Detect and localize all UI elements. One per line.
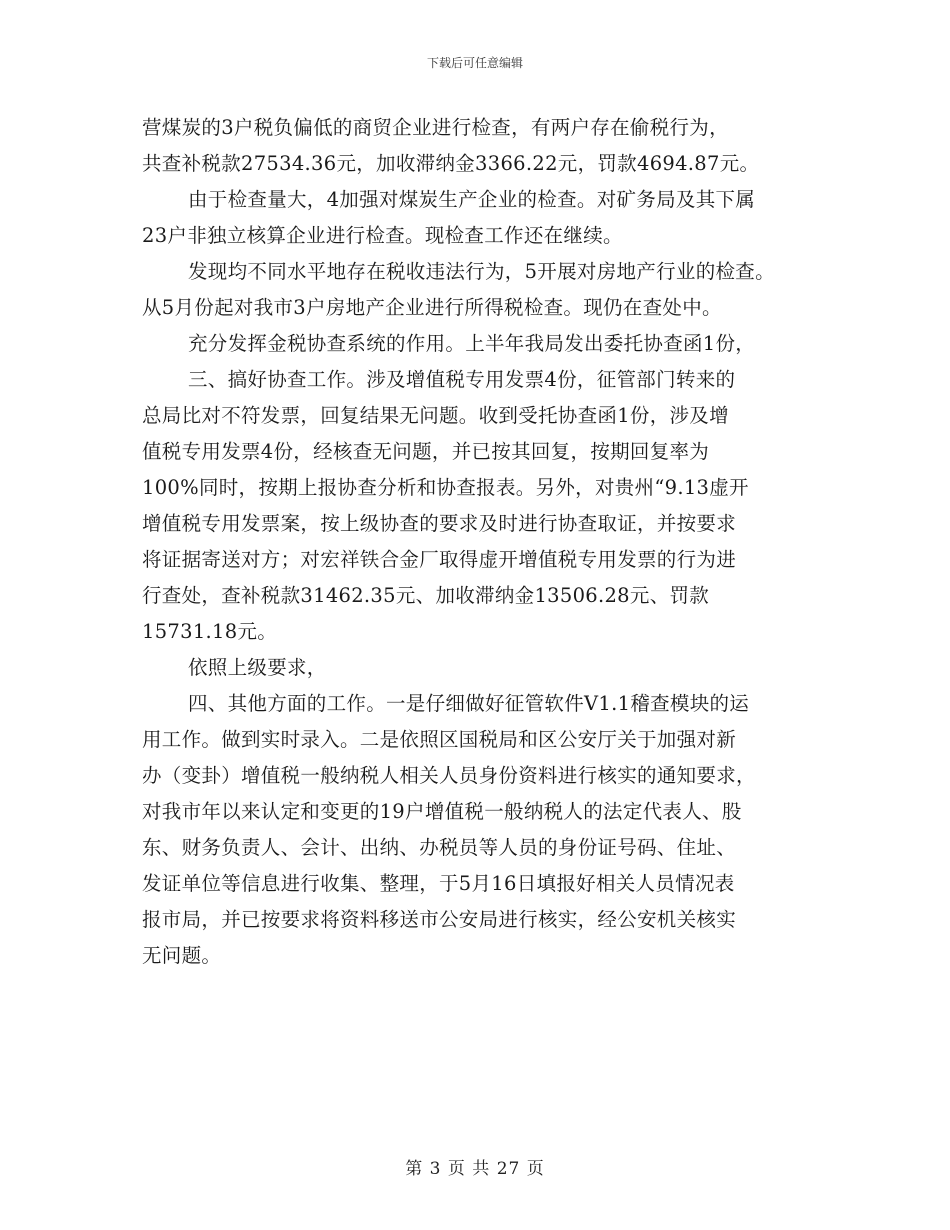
text-line: 充分发挥金税协查系统的作用。上半年我局发出委托协查函1份，: [188, 332, 756, 355]
text-line: 增值税专用发票案，按上级协查的要求及时进行协查取证，并按要求: [142, 512, 737, 535]
text-line: 对我市年以来认定和变更的19户增值税一般纳税人的法定代表人、股: [142, 800, 742, 823]
text-line: 东、财务负责人、会计、出纳、办税员等人员的身份证号码、住址、: [142, 836, 737, 859]
text-line: 依照上级要求，: [188, 656, 327, 679]
text-line: 发现均不同水平地存在税收违法行为，5开展对房地产行业的检查。: [188, 260, 775, 283]
page-footer: 第 3 页 共 27 页: [405, 1159, 545, 1179]
text-line: 100%同时，按期上报协查分析和协查报表。另外，对贵州“9.13虚开: [142, 476, 749, 499]
text-line: 用工作。做到实时录入。二是依照区国税局和区公安厅关于加强对新: [142, 728, 737, 751]
text-line: 无问题。: [142, 944, 222, 967]
text-line: 从5月份起对我市3户房地产企业进行所得税检查。现仍在查处中。: [142, 296, 722, 319]
text-line: 由于检查量大，4加强对煤炭生产企业的检查。对矿务局及其下属: [188, 188, 756, 211]
text-line: 发证单位等信息进行收集、整理，于5月16日填报好相关人员情况表: [142, 872, 735, 895]
text-line: 三、搞好协查工作。涉及增值税专用发票4份，征管部门转来的: [188, 368, 736, 391]
text-line: 营煤炭的3户税负偏低的商贸企业进行检查，有两户存在偷税行为，: [142, 116, 729, 139]
text-line: 将证据寄送对方；对宏祥铁合金厂取得虚开增值税专用发票的行为进: [142, 548, 737, 571]
text-line: 总局比对不符发票，回复结果无问题。收到受托协查函1份，涉及增: [142, 404, 729, 427]
text-line: 行查处，查补税款31462.35元、加收滞纳金13506.28元、罚款: [142, 584, 710, 607]
text-line: 四、其他方面的工作。一是仔细做好征管软件V1.1稽查模块的运: [188, 692, 750, 715]
text-line: 办（变卦）增值税一般纳税人相关人员身份资料进行核实的通知要求，: [142, 764, 756, 787]
document-body: [142, 110, 822, 974]
text-line: 15731.18元。: [142, 620, 278, 643]
text-line: 值税专用发票4份，经核查无问题，并已按其回复，按期回复率为: [142, 440, 710, 463]
text-line: 23户非独立核算企业进行检查。现检查工作还在继续。: [142, 224, 623, 247]
text-line: 共查补税款27534.36元，加收滞纳金3366.22元，罚款4694.87元。: [142, 152, 760, 175]
text-line: 报市局，并已按要求将资料移送市公安局进行核实，经公安机关核实: [142, 908, 737, 931]
page-header: 下载后可任意编辑: [426, 56, 523, 70]
